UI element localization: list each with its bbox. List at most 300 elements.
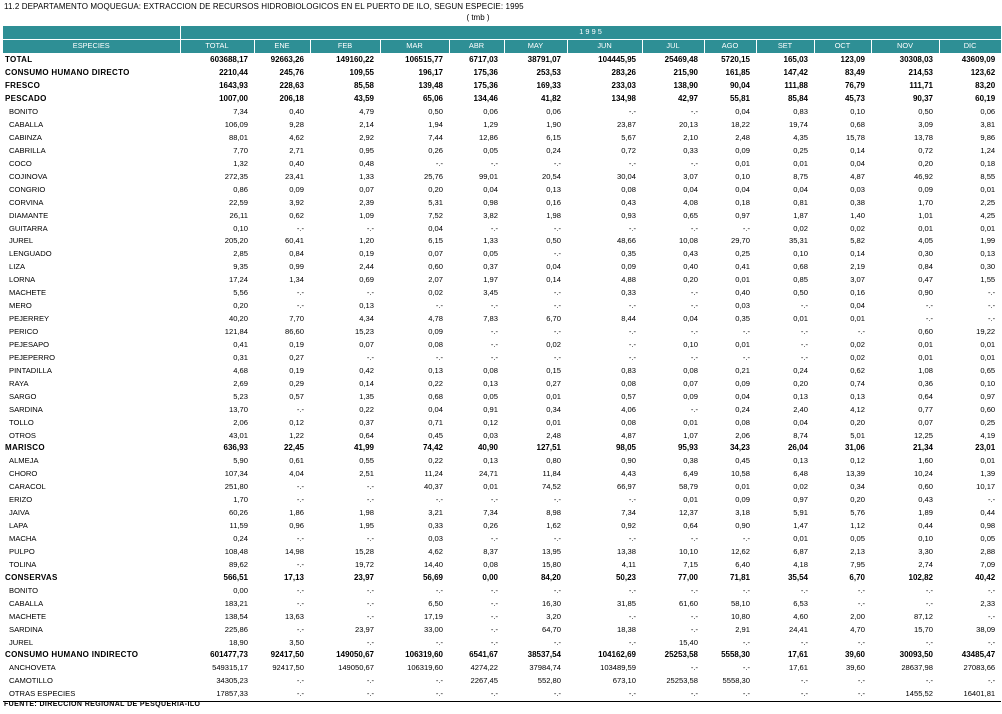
table-row-group [3, 93, 1001, 106]
cell-value: 0,44 [980, 508, 996, 518]
cell-value: 603688,17 [180, 53, 254, 66]
cell-value: 6,49 [683, 469, 698, 479]
cell-value: 2,74 [918, 559, 933, 569]
cell-value: 0,34 [546, 404, 561, 414]
cell-value: 0,62 [850, 365, 865, 375]
cell-value: 0,57 [621, 391, 636, 401]
cell-value: 7,52 [428, 210, 443, 220]
cell-value: -.- [800, 339, 808, 349]
cell-value: 0,44 [918, 521, 933, 531]
cell-value: 1,98 [546, 210, 561, 220]
cell-value: -.- [987, 611, 996, 621]
row-label: MACHETE [9, 611, 47, 621]
cell-value: 0,40 [683, 262, 698, 272]
cell-value: 0,26 [483, 521, 498, 531]
table-row [3, 390, 1001, 403]
cell-value: 4,06 [621, 404, 636, 414]
cell-value: -.- [490, 598, 498, 608]
cell-value: 0,50 [918, 107, 933, 117]
cell-value: 0,80 [546, 456, 561, 466]
cell-value: 0,04 [683, 184, 698, 194]
cell-value: -.- [800, 327, 808, 337]
row-label: BONITO [9, 107, 38, 117]
cell-value: 4,08 [683, 197, 698, 207]
cell-value: 0,31 [233, 352, 248, 362]
cell-value: 0,20 [850, 495, 865, 505]
cell-value: 636,93 [223, 443, 248, 453]
cell-value: 0,42 [359, 365, 374, 375]
cell-value: 43,01 [228, 430, 248, 440]
cell-value: 34,23 [729, 443, 750, 453]
cell-value: -.- [628, 352, 636, 362]
cell-value: 0,01 [980, 456, 996, 466]
cell-value: 12,25 [913, 430, 933, 440]
column-header: JUN [567, 39, 642, 53]
cell-value: 0,91 [483, 404, 498, 414]
cell-value: 0,30 [980, 262, 996, 272]
cell-value: 8,44 [621, 314, 636, 324]
table-row [3, 274, 1001, 287]
cell-value: 1,55 [980, 275, 996, 285]
cell-value: 23,87 [616, 120, 636, 130]
cell-value: 183,21 [224, 598, 248, 608]
column-header: AGO [704, 39, 756, 53]
cell-value: 0,15 [546, 365, 561, 375]
cell-value: 0,62 [289, 210, 304, 220]
cell-value: 90,37 [912, 94, 933, 104]
cell-value: 1,60 [918, 456, 933, 466]
cell-value: 39,60 [844, 650, 865, 660]
cell-value: 0,14 [850, 249, 865, 259]
table-row [3, 675, 1001, 688]
cell-value: 17857,33 [180, 688, 254, 701]
row-label: LORNA [9, 275, 36, 285]
cell-value: 0,03 [428, 534, 443, 544]
table-row-group [3, 53, 1001, 66]
cell-value: 3,45 [483, 288, 498, 298]
cell-value: 2,69 [233, 378, 248, 388]
cell-value: 35,54 [787, 572, 808, 582]
cell-value: 0,97 [793, 495, 808, 505]
row-label: COJINOVA [9, 171, 48, 181]
cell-value: -.- [296, 598, 304, 608]
cell-value: 28637,98 [901, 663, 933, 673]
cell-value: 16401,81 [939, 688, 1001, 701]
cell-value: -.- [690, 301, 698, 311]
cell-value: -.- [690, 327, 698, 337]
table-row [3, 119, 1001, 132]
cell-value: 2,13 [850, 546, 865, 556]
cell-value: -.- [628, 495, 636, 505]
cell-value: 0,86 [233, 184, 248, 194]
cell-value: -.- [690, 611, 698, 621]
cell-value: 98,05 [615, 443, 636, 453]
cell-value: 60,41 [284, 236, 304, 246]
cell-value: 161,85 [725, 68, 750, 78]
cell-value: 0,20 [793, 378, 808, 388]
cell-value: -.- [987, 314, 996, 324]
cell-value: 0,05 [850, 534, 865, 544]
unit-label: ( tmb ) [466, 13, 490, 22]
cell-value: -.- [987, 585, 996, 595]
cell-value: 0,09 [428, 327, 443, 337]
cell-value: 1,86 [289, 508, 304, 518]
cell-value: 0,64 [683, 521, 698, 531]
table-body [3, 53, 1001, 701]
cell-value: 40,90 [477, 443, 498, 453]
cell-value: 0,08 [428, 339, 443, 349]
cell-value: 0,07 [359, 339, 374, 349]
cell-value: -.- [628, 301, 636, 311]
cell-value: 0,35 [621, 249, 636, 259]
cell-value: 1,12 [850, 521, 865, 531]
cell-value: 1,62 [546, 521, 561, 531]
cell-value: 0,01 [483, 482, 498, 492]
row-label: PEJEPERRO [9, 352, 55, 362]
cell-value: 3,07 [683, 171, 698, 181]
cell-value: -.- [490, 624, 498, 634]
row-label: TOLINA [9, 559, 37, 569]
column-header: NOV [871, 39, 939, 53]
cell-value: -.- [296, 495, 304, 505]
cell-value: 0,19 [359, 249, 374, 259]
cell-value: 7,34 [483, 508, 498, 518]
cell-value: 5720,15 [704, 53, 756, 66]
cell-value: 3,81 [980, 120, 996, 130]
table-row [3, 287, 1001, 300]
column-header: DIC [939, 39, 1001, 53]
cell-value: 147,42 [783, 68, 808, 78]
table-row [3, 468, 1001, 481]
cell-value: 3,20 [546, 611, 561, 621]
cell-value: 88,01 [228, 132, 248, 142]
cell-value: 7,83 [483, 314, 498, 324]
cell-value: 0,99 [289, 262, 304, 272]
cell-value: 4,78 [428, 314, 443, 324]
cell-value: 64,70 [541, 624, 561, 634]
cell-value: 0,16 [546, 197, 561, 207]
cell-value: 0,40 [289, 107, 304, 117]
row-label: TOTAL [3, 53, 180, 66]
cell-value: 50,23 [615, 572, 636, 582]
cell-value: 0,24 [735, 404, 750, 414]
cell-value: -.- [553, 158, 561, 168]
cell-value: 2,33 [980, 598, 996, 608]
cell-value: 0,13 [359, 301, 374, 311]
cell-value: 0,65 [683, 210, 698, 220]
cell-value: 1,98 [359, 508, 374, 518]
cell-value: 9,28 [289, 120, 304, 130]
table-row [3, 636, 1001, 649]
cell-value: 0,01 [735, 275, 750, 285]
cell-value: -.- [704, 688, 756, 701]
cell-value: -.- [490, 223, 498, 233]
cell-value: 0,13 [793, 456, 808, 466]
row-label: RAYA [9, 378, 29, 388]
cell-value: 149050,67 [336, 650, 374, 660]
table-row [3, 144, 1001, 157]
cell-value: 106,09 [224, 120, 248, 130]
cell-value: 6541,67 [469, 650, 498, 660]
row-label: ANCHOVETA [9, 663, 56, 673]
cell-value: 0,25 [735, 249, 750, 259]
cell-value: 19,74 [788, 120, 808, 130]
cell-value: 0,10 [683, 339, 698, 349]
cell-value: 0,69 [359, 275, 374, 285]
cell-value: 0,93 [621, 210, 636, 220]
cell-value: 251,80 [224, 482, 248, 492]
cell-value: 42,97 [677, 94, 698, 104]
cell-value: 283,26 [611, 68, 636, 78]
cell-value: 5,67 [621, 132, 636, 142]
cell-value: 83,20 [975, 81, 996, 91]
cell-value: -.- [690, 223, 698, 233]
column-header: FEB [310, 39, 380, 53]
cell-value: 58,79 [678, 482, 698, 492]
cell-value: 14,40 [423, 559, 443, 569]
cell-value: 0,01 [735, 339, 750, 349]
cell-value: 0,43 [918, 495, 933, 505]
cell-value: 71,81 [729, 572, 750, 582]
cell-value: 92417,50 [272, 663, 304, 673]
cell-value: 0,47 [918, 275, 933, 285]
cell-value: 149160,22 [310, 53, 380, 66]
cell-value: 19,22 [976, 327, 996, 337]
cell-value: 0,24 [793, 365, 808, 375]
cell-value: 46,92 [913, 171, 933, 181]
cell-value: -.- [296, 585, 304, 595]
cell-value: 0,85 [793, 275, 808, 285]
cell-value: 272,35 [224, 171, 248, 181]
cell-value: -.- [642, 688, 704, 701]
cell-value: 90,04 [729, 81, 750, 91]
cell-value: 111,88 [784, 81, 808, 91]
cell-value: 0,01 [980, 352, 996, 362]
cell-value: 2,10 [683, 132, 698, 142]
cell-value: 1,29 [483, 120, 498, 130]
cell-value: 9,86 [980, 132, 996, 142]
cell-value: 1,35 [359, 391, 374, 401]
cell-value: 2,00 [850, 611, 865, 621]
cell-value: 0,33 [683, 145, 698, 155]
cell-value: 0,07 [918, 417, 933, 427]
cell-value: -.- [742, 327, 750, 337]
cell-value: 0,06 [980, 107, 996, 117]
table-row [3, 261, 1001, 274]
cell-value: -.- [553, 585, 561, 595]
cell-value: 4,87 [621, 430, 636, 440]
cell-value: 18,38 [616, 624, 636, 634]
cell-value: 3,92 [289, 197, 304, 207]
cell-value: 1,90 [546, 120, 561, 130]
cell-value: -.- [742, 223, 750, 233]
cell-value: 0,14 [546, 275, 561, 285]
cell-value: 106319,60 [405, 650, 443, 660]
cell-value: 3,50 [289, 637, 304, 647]
row-label: CABINZA [9, 132, 42, 142]
cell-value: -.- [553, 288, 561, 298]
cell-value: 8,98 [546, 508, 561, 518]
cell-value: 0,03 [850, 184, 865, 194]
cell-value: -.- [296, 624, 304, 634]
cell-value: 6717,03 [449, 53, 504, 66]
cell-value: 0,24 [233, 534, 248, 544]
cell-value: 0,36 [918, 378, 933, 388]
cell-value: -.- [490, 327, 498, 337]
cell-value: 0,25 [980, 417, 996, 427]
cell-value: 21,34 [912, 443, 933, 453]
cell-value: 0,65 [980, 365, 996, 375]
cell-value: 0,19 [289, 365, 304, 375]
row-label: JUREL [9, 236, 34, 246]
table-row [3, 351, 1001, 364]
cell-value: 0,84 [918, 262, 933, 272]
cell-value: 225,86 [224, 624, 248, 634]
cell-value: -.- [296, 404, 304, 414]
row-label: PESCADO [5, 94, 47, 104]
cell-value: 0,00 [233, 585, 248, 595]
cell-value: 4,18 [793, 559, 808, 569]
cell-value: 2,51 [359, 469, 374, 479]
cell-value: -.- [690, 663, 698, 673]
cell-value: 0,43 [621, 197, 636, 207]
cell-value: -.- [380, 688, 449, 701]
table-row [3, 507, 1001, 520]
cell-value: 102,82 [908, 572, 933, 582]
cell-value: 48,66 [616, 236, 636, 246]
cell-value: 95,93 [677, 443, 698, 453]
cell-value: 4,43 [621, 469, 636, 479]
cell-value: 0,03 [735, 301, 750, 311]
cell-value: 87,12 [913, 611, 933, 621]
table-row [3, 455, 1001, 468]
cell-value: 0,60 [918, 482, 933, 492]
row-label: CABRILLA [9, 145, 46, 155]
cell-value: 6,70 [546, 314, 561, 324]
cell-value: 0,90 [735, 521, 750, 531]
cell-value: 5558,30 [722, 676, 750, 686]
cell-value: -.- [449, 688, 504, 701]
row-label: COCO [9, 158, 32, 168]
cell-value: 0,38 [850, 197, 865, 207]
cell-value: 7,34 [621, 508, 636, 518]
cell-value: 1,07 [683, 430, 698, 440]
cell-value: 24,71 [478, 469, 498, 479]
table-row [3, 546, 1001, 559]
cell-value: 8,74 [793, 430, 808, 440]
cell-value: 0,96 [289, 521, 304, 531]
row-label: CABALLA [9, 598, 44, 608]
cell-value: 601477,73 [210, 650, 248, 660]
cell-value: -.- [553, 352, 561, 362]
cell-value: 4,79 [359, 107, 374, 117]
cell-value: 0,02 [850, 223, 865, 233]
cell-value: 0,37 [359, 417, 374, 427]
cell-value: -.- [435, 158, 443, 168]
cell-value: 2,07 [428, 275, 443, 285]
cell-value: 0,01 [918, 352, 933, 362]
cell-value: 0,13 [980, 249, 996, 259]
cell-value: 0,22 [428, 378, 443, 388]
cell-value: 0,02 [793, 482, 808, 492]
cell-value: -.- [628, 327, 636, 337]
table-row [3, 132, 1001, 145]
cell-value: 1,32 [233, 158, 248, 168]
cell-value: 138,54 [224, 611, 248, 621]
cell-value: 253,53 [536, 68, 561, 78]
cell-value: 2,92 [359, 132, 374, 142]
table-row [3, 481, 1001, 494]
cell-value: 7,34 [233, 107, 248, 117]
cell-value: 10,80 [730, 611, 750, 621]
cell-value: -.- [553, 495, 561, 505]
cell-value: 18,90 [228, 637, 248, 647]
cell-value: 99,01 [478, 171, 498, 181]
row-label: ALMEJA [9, 456, 39, 466]
cell-value: 1643,93 [219, 81, 248, 91]
cell-value: -.- [690, 158, 698, 168]
cell-value: 2,88 [980, 546, 996, 556]
cell-value: 24,41 [788, 624, 808, 634]
table-row [3, 339, 1001, 352]
cell-value: 0,48 [359, 158, 374, 168]
cell-value: 0,06 [483, 107, 498, 117]
cell-value: 0,04 [546, 262, 561, 272]
cell-value: -.- [690, 107, 698, 117]
cell-value: 4274,22 [470, 663, 498, 673]
cell-value: -.- [628, 534, 636, 544]
cell-value: 5558,30 [721, 650, 750, 660]
cell-value: 31,85 [616, 598, 636, 608]
cell-value: -.- [857, 585, 865, 595]
species-header: ESPECIES [3, 39, 180, 53]
table-row [3, 222, 1001, 235]
cell-value: 3,21 [428, 508, 443, 518]
cell-value: 10,08 [678, 236, 698, 246]
cell-value: 26,04 [787, 443, 808, 453]
cell-value: 45,73 [844, 94, 865, 104]
cell-value: -.- [490, 534, 498, 544]
cell-value: 4,19 [980, 430, 996, 440]
cell-value: 0,84 [289, 249, 304, 259]
table-row [3, 209, 1001, 222]
cell-value: 0,43 [683, 249, 698, 259]
cell-value: -.- [628, 107, 636, 117]
cell-value: 12,86 [478, 132, 498, 142]
cell-value: 0,01 [793, 158, 808, 168]
cell-value: 0,45 [428, 430, 443, 440]
table-row [3, 183, 1001, 196]
cell-value: 5,23 [233, 391, 248, 401]
cell-value: -.- [814, 688, 871, 701]
cell-value: -.- [553, 637, 561, 647]
cell-value: 13,39 [845, 469, 865, 479]
cell-value: -.- [366, 534, 374, 544]
cell-value: 13,63 [284, 611, 304, 621]
cell-value: 2,44 [359, 262, 374, 272]
cell-value: 1,70 [918, 197, 933, 207]
table-row-group [3, 67, 1001, 80]
cell-value: 0,04 [850, 301, 865, 311]
cell-value: 8,55 [980, 171, 996, 181]
cell-value: -.- [366, 637, 374, 647]
cell-value: 89,62 [228, 559, 248, 569]
cell-value: 17,13 [283, 572, 304, 582]
cell-value: 9,35 [233, 262, 248, 272]
cell-value: 15,70 [913, 624, 933, 634]
column-header: OCT [814, 39, 871, 53]
cell-value: -.- [742, 637, 750, 647]
